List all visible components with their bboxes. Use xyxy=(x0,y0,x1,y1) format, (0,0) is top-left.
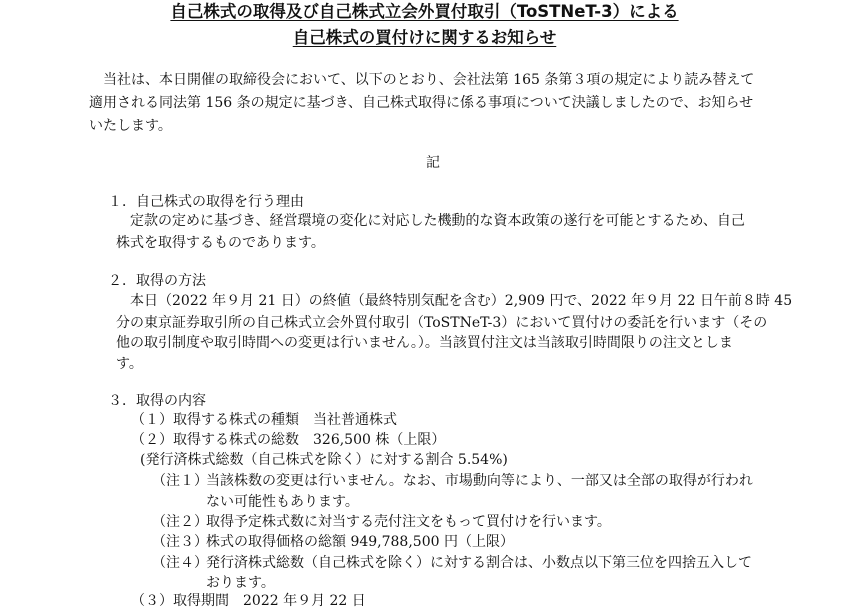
title-line-1: 自己株式の取得及び自己株式立会外買付取引（ToSTNeT-3）による xyxy=(170,2,679,21)
note-1-label: （注１） xyxy=(152,473,208,489)
ki-marker: 記 xyxy=(426,155,440,171)
section3-item-2-ratio: (発行済株式総数（自己株式を除く）に対する割合 5.54%) xyxy=(140,452,508,468)
title-line-2: 自己株式の買付けに関するお知らせ xyxy=(292,28,557,47)
note-4-label: （注４） xyxy=(152,555,208,571)
section2-body-line-3: 他の取引制度や取引時間への変更は行いません。）。当該買付注文は当該取引時間限りの注文としま xyxy=(116,335,733,351)
section2-body-line-1: 本日（2022 年９月 21 日）の終値（最終特別気配を含む）2,909 円で、2022 年９月 22 日午前８時 45 xyxy=(130,293,793,309)
note-3-line-1: 株式の取得価格の総額 949,788,500 円（上限） xyxy=(206,534,514,550)
intro-line-3: いたします。 xyxy=(89,118,172,134)
note-2-label: （注２） xyxy=(152,514,208,530)
section1-body-line-1: 定款の定めに基づき、経営環境の変化に対応した機動的な資本政策の遂行を可能とするため、自己 xyxy=(130,213,745,229)
section3-item-2: （２）取得する株式の総数 326,500 株（上限） xyxy=(131,432,446,448)
intro-line-1: 当社は、本日開催の取締役会において、以下のとおり、会社法第 165 条第３項の規定により読み替えて xyxy=(103,72,755,88)
note-4-line-1: 発行済株式総数（自己株式を除く）に対する割合は、小数点以下第三位を四捨五入して xyxy=(206,555,752,571)
section2-heading: ２．取得の方法 xyxy=(108,273,206,289)
section2-body-line-4: す。 xyxy=(116,356,143,372)
section3-item-3-partial: （３）取得期間 2022 年９月 22 日 xyxy=(131,593,366,609)
section3-heading: ３．取得の内容 xyxy=(108,393,206,409)
section1-heading: １．自己株式の取得を行う理由 xyxy=(108,194,304,210)
section2-body-line-2: 分の東京証券取引所の自己株式立会外買付取引（ToSTNeT-3）において買付けの委託を行います（その xyxy=(116,315,768,331)
note-4-line-2: おります。 xyxy=(206,575,275,591)
note-2-line-1: 取得予定株式数に対当する売付注文をもって買付けを行います。 xyxy=(206,514,611,530)
note-3-label: （注３） xyxy=(152,534,208,550)
note-1-line-2: ない可能性もあります。 xyxy=(206,494,359,510)
intro-line-2: 適用される同法第 156 条の規定に基づき、自己株式取得に係る事項について決議しましたので、お知らせ xyxy=(89,95,754,111)
section1-body-line-2: 株式を取得するものであります。 xyxy=(116,235,325,251)
note-1-line-1: 当該株数の変更は行いません。なお、市場動向等により、一部又は全部の取得が行われ xyxy=(206,473,753,489)
section3-item-1: （１）取得する株式の種類 当社普通株式 xyxy=(131,412,397,428)
